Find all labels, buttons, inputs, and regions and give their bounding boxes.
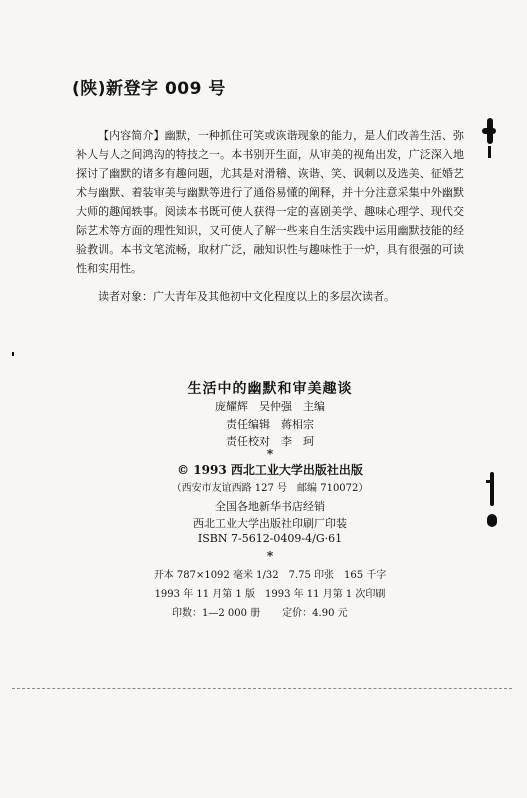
price: 定价：4.90 元 xyxy=(282,608,348,619)
summary-heading: 【内容简介】 xyxy=(98,129,165,142)
authors-line: 庞耀辉 吴仲强 主编 xyxy=(215,400,325,413)
separator-star: * xyxy=(266,549,274,563)
distributor-line: 全国各地新华书店经销 xyxy=(215,500,325,513)
target-readers: 读者对象：广大青年及其他初中文化程度以上的多层次读者。 xyxy=(98,290,395,303)
scan-ink-mark xyxy=(482,128,496,134)
print-run: 印数：1—2 000 册 xyxy=(172,608,261,619)
summary-text: 幽默，一种抓住可笑或诙谐现象的能力，是人们改善生活、弥补人与人之间鸿沟的特技之一。本书别开生面，从审美的视角出发，广泛深入地探讨了幽默的诸多有趣问题，尤其是对滑稽、诙谐、笑、讽刺以及选美、征婚艺术与幽默、着装审美与幽默等进行了通俗易懂的阐释，并十分注意采集中外幽默大师的趣闻轶事。阅读本书既可使人获得一定的喜剧美学、趣味心理学、现代交际艺术等方面的理性知识，又可使人了解一些来自生活实践中运用幽默技能的经验教训。本书文笔流畅，取材广泛，融知识性与趣味性于一炉，具有很强的可读性和实用性。 xyxy=(76,129,464,275)
printer-line: 西北工业大学出版社印刷厂印装 xyxy=(193,517,347,530)
edition-line: 1993 年 11 月第 1 版 1993 年 11 月第 1 次印刷 xyxy=(154,589,386,600)
scan-ink-mark xyxy=(12,352,14,356)
scan-ink-mark xyxy=(487,514,497,527)
scan-ink-mark xyxy=(486,480,494,483)
isbn-line: ISBN 7-5612-0409-4/G·61 xyxy=(197,532,343,545)
registration-number: (陕)新登字 009 号 xyxy=(72,79,226,99)
scan-ink-mark xyxy=(488,146,491,158)
proofreader-line: 责任校对 李 珂 xyxy=(226,435,314,448)
bottom-rule xyxy=(12,688,512,689)
copyright-line: © 1993 西北工业大学出版社出版 xyxy=(177,463,363,477)
content-summary xyxy=(76,126,464,278)
scan-ink-mark xyxy=(490,472,494,506)
print-run-line xyxy=(172,604,372,619)
separator-star: * xyxy=(266,447,274,461)
format-line: 开本 787×1092 毫米 1/32 7.75 印张 165 千字 xyxy=(153,570,387,581)
book-title: 生活中的幽默和审美趣谈 xyxy=(187,381,353,397)
publisher-address: （西安市友谊西路 127 号 邮编 710072） xyxy=(171,483,369,494)
editor-line: 责任编辑 蒋相宗 xyxy=(226,418,314,431)
